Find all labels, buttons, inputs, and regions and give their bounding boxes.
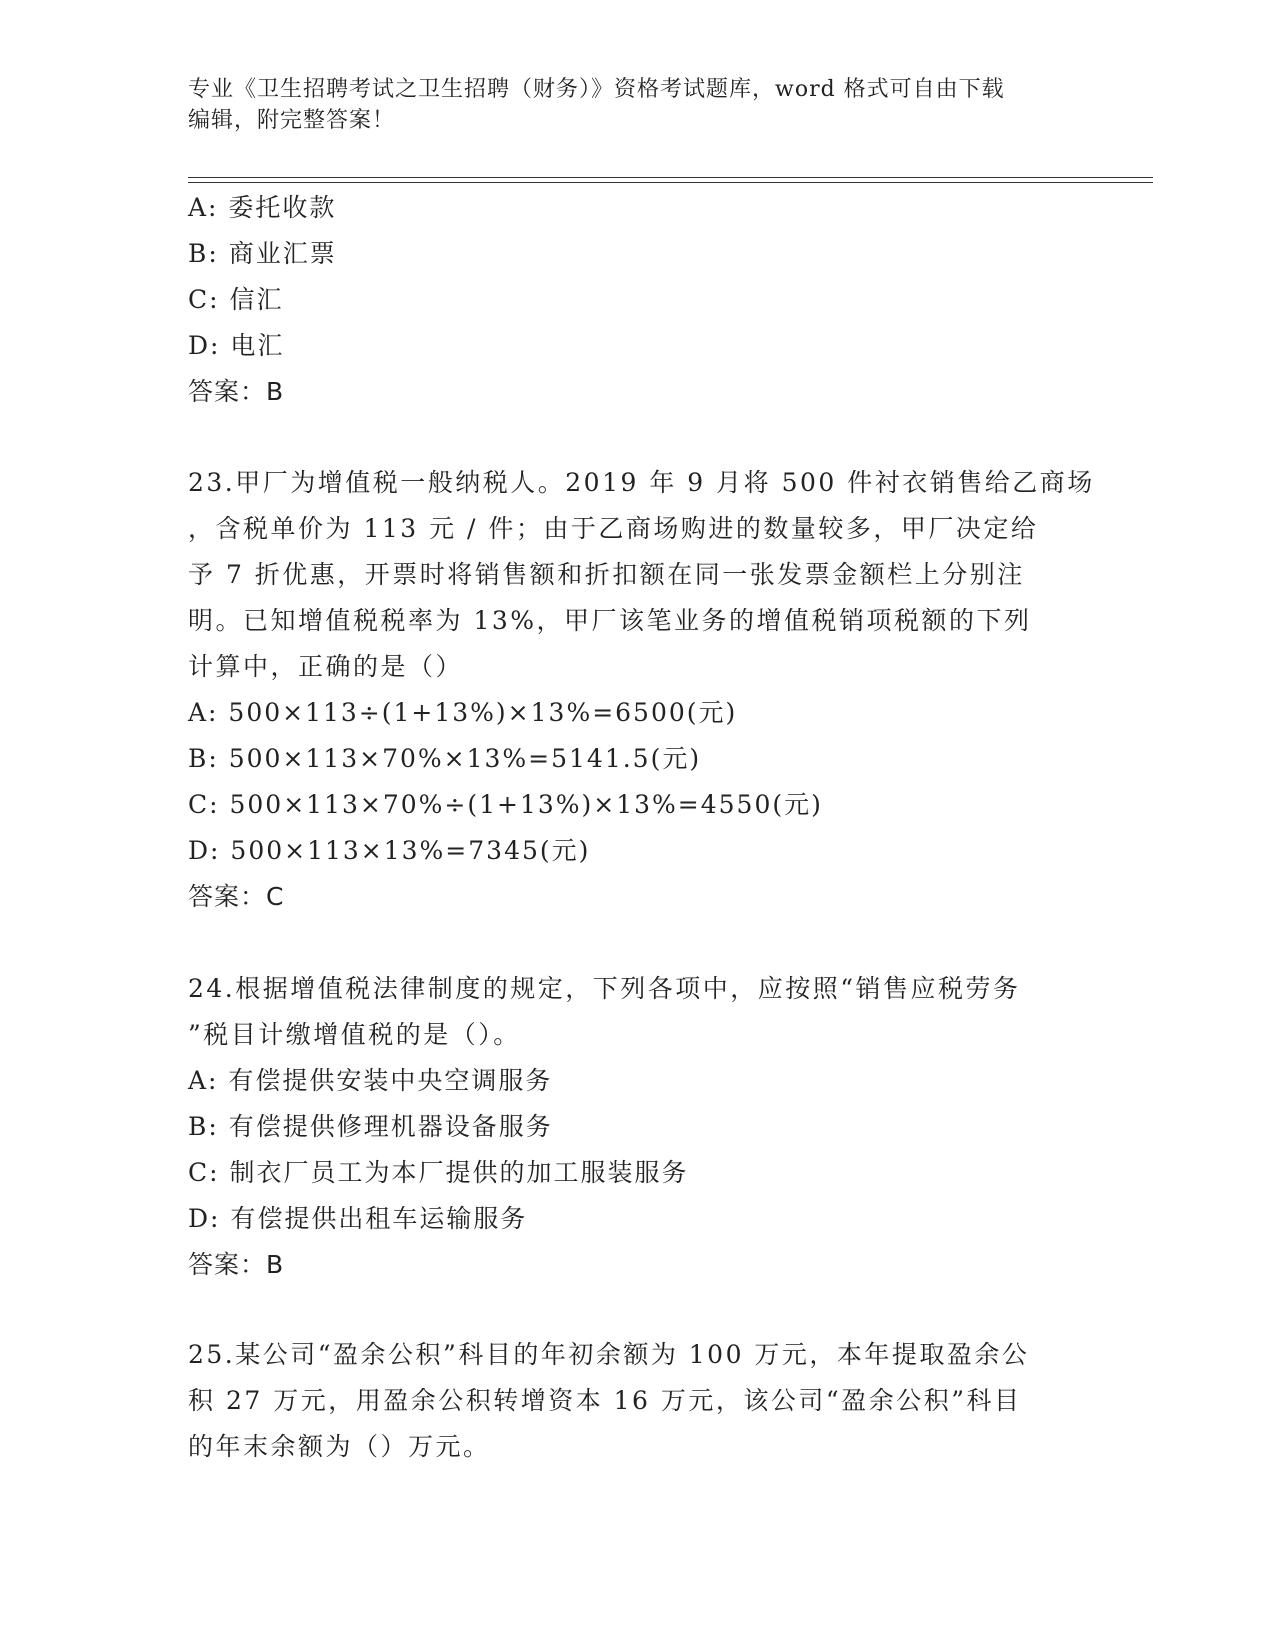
question-24-options (188, 1058, 1088, 1288)
q25-stem-line: 积 27 万元，用盈余公积转增资本 16 万元，该公司“盈余公积”科目 (188, 1386, 1022, 1415)
question-23-options (188, 690, 1088, 920)
q24-stem-line: 24.根据增值税法律制度的规定，下列各项中，应按照“销售应税劳务 (188, 974, 1021, 1003)
q23-option-b: B: 500×113×70%×13%=5141.5(元) (188, 744, 702, 773)
q23-answer: 答案：C (188, 882, 285, 911)
q23-stem-line: 予 7 折优惠，开票时将销售额和折扣额在同一张发票金额栏上分别注 (188, 560, 1025, 589)
header-divider-top (188, 177, 1153, 178)
header-line-2: 编辑，附完整答案！ (188, 108, 396, 133)
q24-option-c: C: 制衣厂员工为本厂提供的加工服装服务 (188, 1158, 689, 1187)
header-divider-bottom (188, 182, 1153, 183)
q22-option-b: B: 商业汇票 (188, 239, 337, 268)
q23-stem-line: ，含税单价为 113 元 / 件；由于乙商场购进的数量较多，甲厂决定给 (188, 514, 1039, 543)
q22-option-a: A: 委托收款 (188, 193, 337, 222)
q22-option-d: D: 电汇 (188, 331, 285, 360)
document-header (188, 74, 1078, 136)
q24-option-a: A: 有偿提供安装中央空调服务 (188, 1066, 553, 1095)
question-25-stem (188, 1332, 1088, 1470)
question-23-stem (188, 460, 1095, 690)
q23-option-c: C: 500×113×70%÷(1+13%)×13%=4550(元) (188, 790, 823, 819)
q25-stem-line: 的年末余额为（）万元。 (188, 1432, 491, 1461)
question-24-stem (188, 966, 1088, 1058)
question-22-block (188, 185, 1088, 415)
q25-stem-line: 25.某公司“盈余公积”科目的年初余额为 100 万元，本年提取盈余公 (188, 1340, 1030, 1369)
q23-option-a: A: 500×113÷(1+13%)×13%=6500(元) (188, 698, 738, 727)
q23-stem-line: 23.甲厂为增值税一般纳税人。2019 年 9 月将 500 件衬衣销售给乙商场 (188, 468, 1095, 497)
q24-option-b: B: 有偿提供修理机器设备服务 (188, 1112, 553, 1141)
q22-option-c: C: 信汇 (188, 285, 284, 314)
header-line-1: 专业《卫生招聘考试之卫生招聘（财务）》资格考试题库，word 格式可自由下载 (188, 77, 1005, 102)
q22-answer: 答案：B (188, 377, 285, 406)
q24-stem-line: ”税目计缴增值税的是（）。 (188, 1020, 521, 1049)
q23-stem-line: 计算中，正确的是（） (188, 652, 464, 681)
q24-option-d: D: 有偿提供出租车运输服务 (188, 1204, 528, 1233)
q23-stem-line: 明。已知增值税税率为 13%，甲厂该笔业务的增值税销项税额的下列 (188, 606, 1032, 635)
q24-answer: 答案：B (188, 1250, 285, 1279)
q23-option-d: D: 500×113×13%=7345(元) (188, 836, 591, 865)
